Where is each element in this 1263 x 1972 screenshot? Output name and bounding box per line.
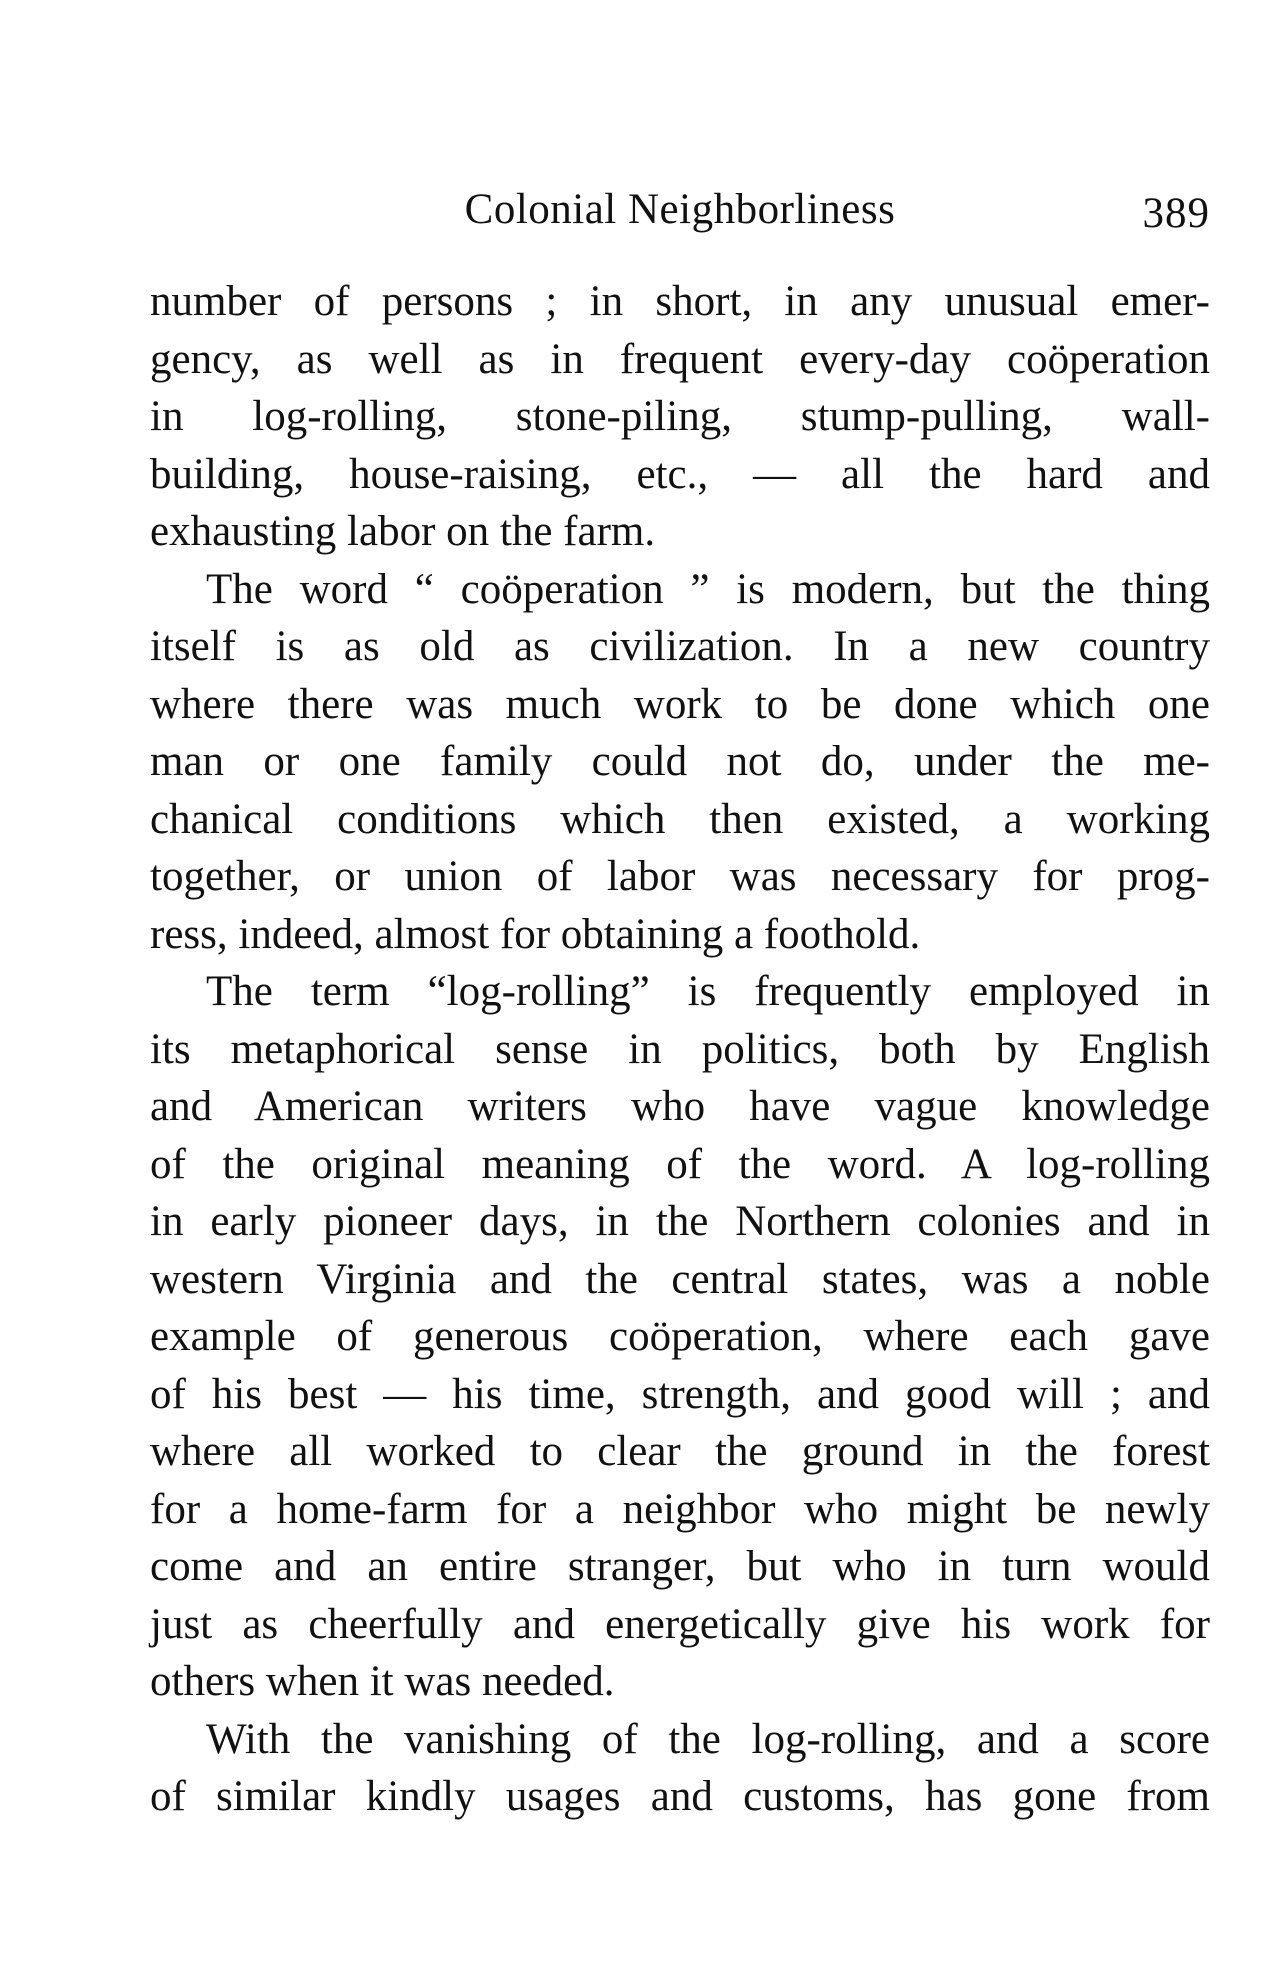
text-line: others when it was needed.	[150, 1658, 615, 1705]
text-line: ress, indeed, almost for obtaining a foothold.	[150, 910, 921, 958]
text-line: in log-rolling, stone-piling, stump-pulling, wall-	[150, 393, 1210, 440]
paragraph-1	[150, 273, 1210, 561]
text-line: in early pioneer days, in the Northern colonies and in	[150, 1198, 1210, 1245]
text-line: come and an entire stranger, but who in turn would	[150, 1543, 1210, 1590]
text-line: building, house-raising, etc., — all the hard and	[150, 450, 1210, 498]
text-line: where there was much work to be done which one	[150, 680, 1210, 728]
text-line: man or one family could not do, under the me-	[150, 738, 1210, 785]
text-line: of similar kindly usages and customs, has gone from	[150, 1773, 1210, 1820]
text-line: together, or union of labor was necessary for prog-	[150, 853, 1210, 900]
body-text	[150, 273, 1210, 1826]
text-line: of his best — his time, strength, and good will ; and	[150, 1370, 1210, 1418]
running-title: Colonial Neighborliness	[464, 186, 896, 233]
text-line: exhausting labor on the farm.	[150, 508, 656, 555]
text-line: for a home-farm for a neighbor who might be newly	[150, 1485, 1210, 1533]
text-line: The word “ coöperation ” is modern, but the thing	[206, 565, 1210, 613]
paragraph-4	[150, 1711, 1210, 1826]
page-number: 389	[1142, 190, 1210, 237]
text-line: gency, as well as in frequent every-day coöperation	[150, 335, 1210, 383]
text-line: number of persons ; in short, in any unusual emer-	[150, 278, 1210, 325]
text-line: its metaphorical sense in politics, both by English	[150, 1025, 1210, 1073]
text-line: chanical conditions which then existed, a working	[150, 795, 1210, 843]
text-line: itself is as old as civilization. In a new country	[150, 623, 1210, 670]
text-line: of the original meaning of the word. A log-rolling	[150, 1140, 1210, 1188]
running-head	[150, 180, 1210, 240]
paragraph-3	[150, 963, 1210, 1711]
text-line: With the vanishing of the log-rolling, and a score	[206, 1715, 1210, 1763]
paragraph-2	[150, 561, 1210, 964]
text-line: The term “log-rolling” is frequently employed in	[206, 968, 1210, 1015]
text-line: where all worked to clear the ground in the forest	[150, 1428, 1210, 1475]
text-line: western Virginia and the central states, was a noble	[150, 1255, 1210, 1303]
text-line: just as cheerfully and energetically give his work for	[150, 1600, 1210, 1648]
text-line: example of generous coöperation, where each gave	[150, 1313, 1210, 1360]
text-line: and American writers who have vague knowledge	[150, 1083, 1210, 1130]
